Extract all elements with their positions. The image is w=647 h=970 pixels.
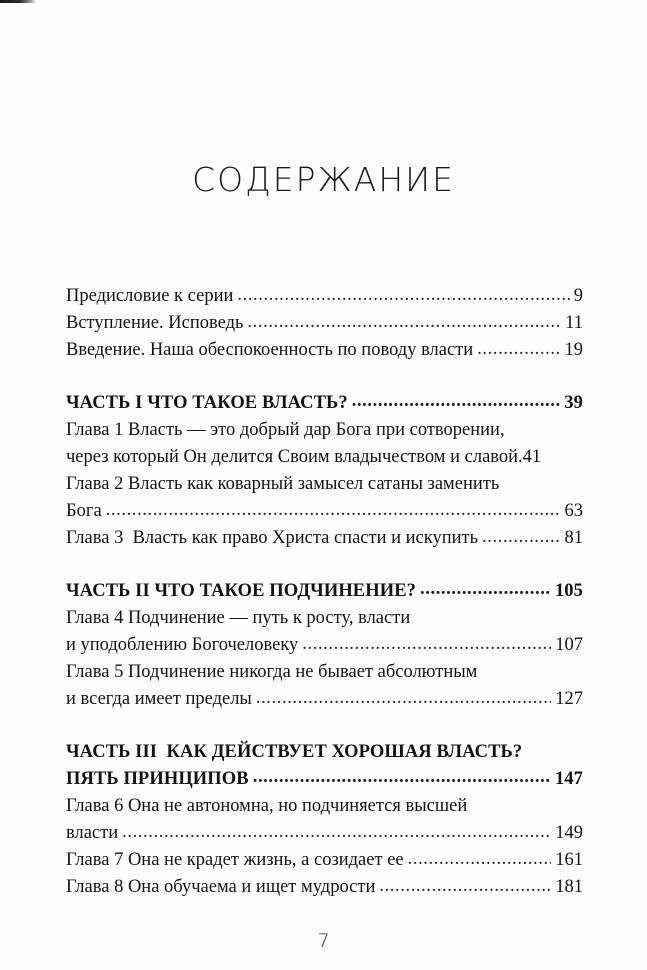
toc-entry-text: Глава 3 Власть как право Христа спасти и искупить (66, 528, 479, 548)
part-heading-text: ПЯТЬ ПРИНЦИПОВ (66, 769, 249, 789)
part-heading[interactable] (66, 739, 583, 793)
toc-page-number: 41 (522, 447, 542, 467)
part-group (66, 739, 583, 901)
page-folio-number: 7 (317, 930, 330, 952)
toc-entry[interactable] (66, 793, 583, 847)
toc-entry[interactable] (66, 525, 583, 552)
toc-entry-line (66, 417, 583, 444)
toc-page-number: 19 (564, 340, 583, 360)
toc-entry-line (66, 498, 583, 525)
toc-entry-line (66, 686, 583, 713)
toc-entry[interactable] (66, 471, 583, 525)
dot-leader (256, 685, 551, 712)
toc-entry-line (66, 337, 583, 364)
dot-leader (477, 336, 560, 363)
toc-entry-text: Глава 2 Власть как коварный замысел сатаны заменить (66, 474, 500, 494)
toc-page-number: 181 (555, 877, 583, 897)
page-title: СОДЕРЖАНИЕ (192, 160, 455, 199)
toc-entry[interactable] (66, 417, 583, 471)
toc-page-number: 105 (554, 581, 583, 601)
table-of-contents (66, 283, 583, 901)
toc-entry[interactable] (66, 283, 583, 310)
dot-leader (302, 631, 551, 658)
dot-leader (420, 576, 551, 603)
toc-entry-text: и уподоблению Богочеловеку (66, 635, 299, 655)
toc-page-number: 11 (565, 313, 583, 333)
scan-edge-artifact (0, 0, 36, 3)
toc-entry-line (66, 820, 583, 847)
toc-entry-line (66, 874, 583, 901)
part-heading-text: ЧАСТЬ III КАК ДЕЙСТВУЕТ ХОРОШАЯ ВЛАСТЬ? (66, 742, 523, 762)
toc-page-number: 9 (573, 286, 583, 306)
part-group (66, 578, 583, 713)
toc-entry-line (66, 525, 583, 552)
toc-entry-text: Глава 6 Она не автономна, но подчиняется высшей (66, 796, 468, 816)
toc-page-number: 39 (564, 393, 583, 413)
toc-entry-text: Глава 7 Она не крадет жизнь, а созидает ее (66, 850, 404, 870)
toc-entry[interactable] (66, 847, 583, 874)
part-heading[interactable] (66, 578, 583, 605)
toc-entry-line (66, 471, 583, 498)
toc-entry-line (66, 310, 583, 337)
part-heading-text: ЧАСТЬ II ЧТО ТАКОЕ ПОДЧИНЕНИЕ? (66, 581, 417, 601)
toc-entry-line (66, 847, 583, 874)
dot-leader (122, 819, 551, 846)
toc-entry-line (66, 283, 583, 310)
toc-entry-line (66, 793, 583, 820)
toc-entry-text: Вступление. Исповедь (66, 313, 244, 333)
dot-leader (408, 846, 552, 873)
toc-entry-line (66, 632, 583, 659)
toc-entry-line (66, 605, 583, 632)
front-matter-group (66, 283, 583, 364)
toc-page-number: 81 (564, 528, 583, 548)
dot-leader (482, 524, 560, 551)
toc-entry-line (66, 444, 583, 471)
toc-page-number: 63 (564, 501, 583, 521)
toc-page-number: 147 (554, 769, 583, 789)
toc-entry-line (66, 659, 583, 686)
part-heading-line (66, 766, 583, 793)
dot-leader (352, 388, 561, 415)
toc-entry[interactable] (66, 659, 583, 713)
toc-entry[interactable] (66, 337, 583, 364)
part-heading-line (66, 390, 583, 417)
dot-leader (106, 497, 561, 524)
part-heading[interactable] (66, 390, 583, 417)
toc-entry-text: Предисловие к серии (66, 286, 234, 306)
dot-leader (237, 282, 569, 309)
part-heading-line (66, 739, 583, 766)
dot-leader (379, 873, 551, 900)
toc-entry-text: Глава 5 Подчинение никогда не бывает абсолютным (66, 662, 478, 682)
dot-leader (247, 309, 561, 336)
toc-page-number: 107 (555, 635, 583, 655)
dot-leader (253, 764, 551, 791)
toc-page-number: 149 (555, 823, 583, 843)
toc-entry-text: власти (66, 823, 119, 843)
toc-entry-text: Бога (66, 501, 102, 521)
toc-page-number: 161 (555, 850, 583, 870)
toc-entry-text: Глава 8 Она обучаема и ищет мудрости (66, 877, 376, 897)
toc-entry[interactable] (66, 605, 583, 659)
part-heading-text: ЧАСТЬ I ЧТО ТАКОЕ ВЛАСТЬ? (66, 393, 348, 413)
toc-page-number: 127 (555, 689, 583, 709)
toc-entry[interactable] (66, 874, 583, 901)
toc-entry-text: через который Он делится Своим владычеством и славой. (66, 447, 523, 467)
part-heading-line (66, 578, 583, 605)
toc-entry-text: Введение. Наша обеспокоенность по поводу власти (66, 340, 474, 360)
toc-entry[interactable] (66, 310, 583, 337)
part-group (66, 390, 583, 552)
toc-entry-text: Глава 4 Подчинение — путь к росту, власти (66, 608, 411, 628)
toc-entry-text: Глава 1 Власть — это добрый дар Бога при сотворении, (66, 420, 505, 440)
toc-entry-text: и всегда имеет пределы (66, 689, 252, 709)
